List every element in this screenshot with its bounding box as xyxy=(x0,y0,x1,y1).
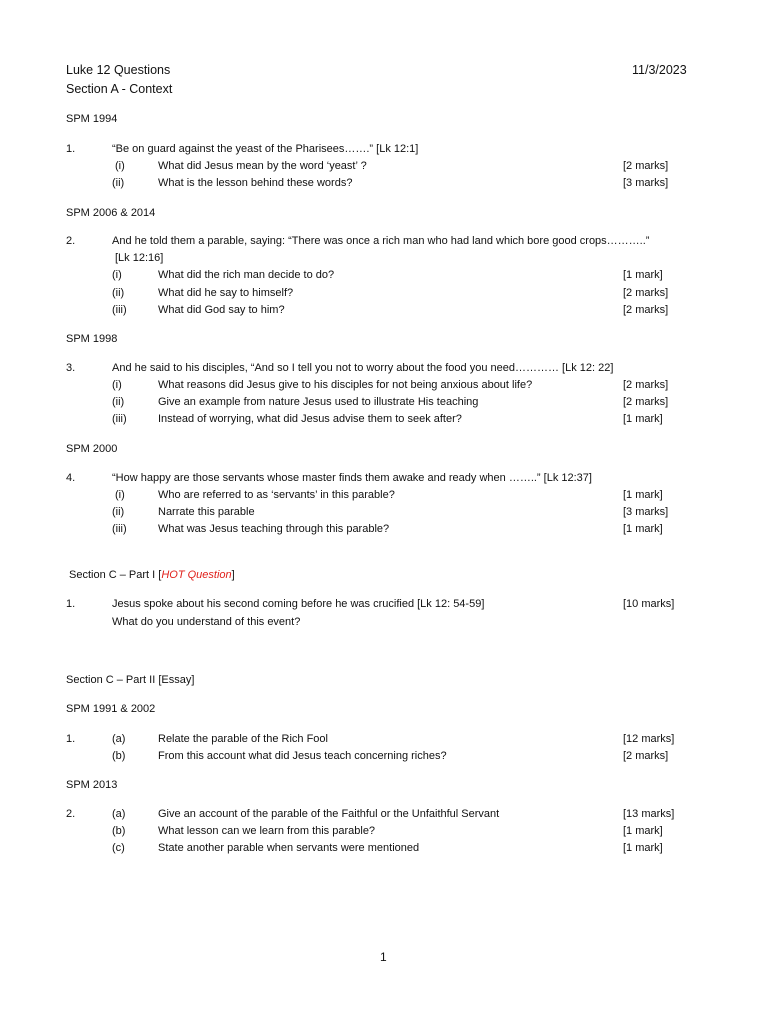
question-number: 1. xyxy=(66,598,76,610)
sub-question-label: (i) xyxy=(115,160,125,172)
question-text: And he said to his disciples, “And so I tell you not to worry about the food you need………… [Lk 12: 22] xyxy=(112,362,614,374)
sub-question-text: What is the lesson behind these words? xyxy=(158,177,353,189)
question-source: SPM 1998 xyxy=(66,333,118,345)
question-source: SPM 2013 xyxy=(66,779,118,791)
sub-question-text: What reasons did Jesus give to his disciples for not being anxious about life? xyxy=(158,379,533,391)
question-text: Jesus spoke about his second coming before he was crucified [Lk 12: 54-59] xyxy=(112,598,485,610)
question-source: SPM 2000 xyxy=(66,443,118,455)
sub-question-label: (b) xyxy=(112,825,126,837)
sub-question-label: (i) xyxy=(115,489,125,501)
sub-question-label: (ii) xyxy=(112,506,125,518)
heading-text: Section C – Part I [ xyxy=(69,569,162,581)
sub-question-label: (c) xyxy=(112,842,125,854)
sub-question-text: Relate the parable of the Rich Fool xyxy=(158,733,328,745)
sub-question-label: (iii) xyxy=(112,304,127,316)
page-number: 1 xyxy=(380,950,387,964)
sub-question-text: Who are referred to as ‘servants’ in this parable? xyxy=(158,489,395,501)
question-number: 2. xyxy=(66,235,76,247)
question-number: 1. xyxy=(66,733,76,745)
question-number: 2. xyxy=(66,808,76,820)
marks-label: [12 marks] xyxy=(623,733,675,745)
sub-question-text: What did the rich man decide to do? xyxy=(158,269,335,281)
marks-label: [1 mark] xyxy=(623,825,663,837)
section-c-part1-heading xyxy=(69,568,235,582)
question-source: SPM 2006 & 2014 xyxy=(66,207,156,219)
document-title: Luke 12 Questions xyxy=(66,63,171,77)
marks-label: [2 marks] xyxy=(623,287,669,299)
marks-label: [3 marks] xyxy=(623,177,669,189)
marks-label: [2 marks] xyxy=(623,304,669,316)
question-text: And he told them a parable, saying: “There was once a rich man who had land which bore good crops………..” xyxy=(112,235,650,247)
marks-label: [1 mark] xyxy=(623,489,663,501)
sub-question-label: (i) xyxy=(112,269,122,281)
question-reference: [Lk 12:16] xyxy=(115,252,164,264)
sub-question-text: Instead of worrying, what did Jesus advise them to seek after? xyxy=(158,413,462,425)
sub-question-text: From this account what did Jesus teach concerning riches? xyxy=(158,750,447,762)
section-a-heading: Section A - Context xyxy=(66,82,173,96)
sub-question-label: (i) xyxy=(112,379,122,391)
marks-label: [13 marks] xyxy=(623,808,675,820)
sub-question-label: (iii) xyxy=(112,523,127,535)
marks-label: [10 marks] xyxy=(623,598,675,610)
marks-label: [1 mark] xyxy=(623,413,663,425)
sub-question-text: What lesson can we learn from this parable? xyxy=(158,825,376,837)
heading-bracket: ] xyxy=(231,569,235,581)
sub-question-label: (a) xyxy=(112,808,126,820)
sub-question-text: What did Jesus mean by the word ‘yeast’ ? xyxy=(158,160,367,172)
sub-question-label: (ii) xyxy=(112,287,125,299)
question-number: 4. xyxy=(66,472,76,484)
marks-label: [1 mark] xyxy=(623,269,663,281)
sub-question-label: (ii) xyxy=(112,396,125,408)
sub-question-text: Give an example from nature Jesus used to illustrate His teaching xyxy=(158,396,479,408)
question-number: 3. xyxy=(66,362,76,374)
sub-question-label: (ii) xyxy=(112,177,125,189)
sub-question-label: (a) xyxy=(112,733,126,745)
question-text: “How happy are those servants whose master finds them awake and ready when ……..” [Lk 12:37] xyxy=(112,472,592,484)
marks-label: [2 marks] xyxy=(623,396,669,408)
sub-question-text: State another parable when servants were mentioned xyxy=(158,842,420,854)
hot-question-label: HOT Question xyxy=(161,569,232,581)
question-text-continued: What do you understand of this event? xyxy=(112,616,301,628)
marks-label: [1 mark] xyxy=(623,523,663,535)
question-text: “Be on guard against the yeast of the Pharisees…….” [Lk 12:1] xyxy=(112,143,419,155)
question-source: SPM 1991 & 2002 xyxy=(66,703,156,715)
question-number: 1. xyxy=(66,143,76,155)
sub-question-text: What did God say to him? xyxy=(158,304,285,316)
section-c-part2-heading: Section C – Part II [Essay] xyxy=(66,674,195,686)
document-date: 11/3/2023 xyxy=(632,63,687,77)
sub-question-text: Narrate this parable xyxy=(158,506,255,518)
sub-question-text: What did he say to himself? xyxy=(158,287,294,299)
sub-question-label: (b) xyxy=(112,750,126,762)
sub-question-label: (iii) xyxy=(112,413,127,425)
marks-label: [1 mark] xyxy=(623,842,663,854)
sub-question-text: What was Jesus teaching through this parable? xyxy=(158,523,390,535)
marks-label: [3 marks] xyxy=(623,506,669,518)
marks-label: [2 marks] xyxy=(623,160,669,172)
sub-question-text: Give an account of the parable of the Faithful or the Unfaithful Servant xyxy=(158,808,500,820)
marks-label: [2 marks] xyxy=(623,750,669,762)
marks-label: [2 marks] xyxy=(623,379,669,391)
question-source: SPM 1994 xyxy=(66,113,118,125)
